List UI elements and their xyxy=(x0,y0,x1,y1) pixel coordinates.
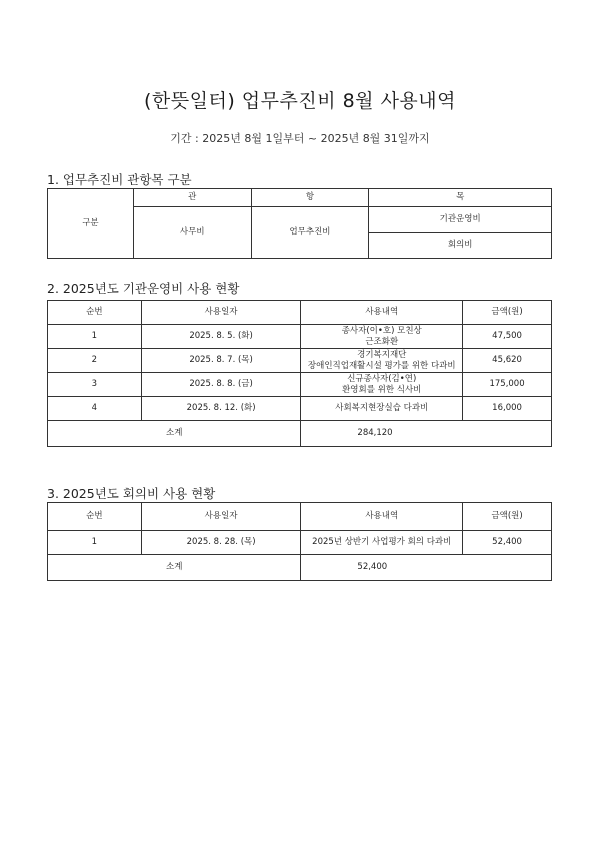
document-period: 기간 : 2025년 8월 1일부터 ~ 2025년 8월 31일까지 xyxy=(170,132,430,145)
row-date: 2025. 8. 8. (금) xyxy=(141,373,301,397)
table-header-row xyxy=(48,503,552,531)
row-desc-line2: 장애인직업재활시설 평가를 위한 다과비 xyxy=(307,360,456,371)
col-no: 순번 xyxy=(48,503,142,531)
meeting-expense-table xyxy=(47,502,552,581)
subtotal-label: 소계 xyxy=(48,555,301,581)
table-row xyxy=(48,325,552,349)
header-gwan: 관 xyxy=(133,189,251,207)
gwan-value: 사무비 xyxy=(133,207,251,259)
row-desc: 2025년 상반기 사업평가 회의 다과비 xyxy=(301,531,463,555)
subtotal-row xyxy=(48,421,552,447)
operating-expense-table xyxy=(47,300,552,447)
table-row xyxy=(48,397,552,421)
row-date: 2025. 8. 5. (화) xyxy=(141,325,301,349)
section2-heading: 2. 2025년도 기관운영비 사용 현황 xyxy=(47,281,240,296)
row-date: 2025. 8. 28. (목) xyxy=(141,531,301,555)
subtotal-label: 소계 xyxy=(48,421,301,447)
row-desc: 사회복지현장실습 다과비 xyxy=(301,397,463,421)
budget-category-table xyxy=(47,188,552,259)
table-row xyxy=(48,349,552,373)
col-date: 사용일자 xyxy=(141,301,301,325)
subtotal-value: 52,400 xyxy=(301,555,552,581)
row-no: 4 xyxy=(48,397,142,421)
section1-heading: 1. 업무추진비 관항목 구분 xyxy=(47,172,192,187)
col-amount: 금액(원) xyxy=(463,503,552,531)
col-date: 사용일자 xyxy=(141,503,301,531)
row-no: 2 xyxy=(48,349,142,373)
col-amount: 금액(원) xyxy=(463,301,552,325)
hang-value: 업무추진비 xyxy=(251,207,369,259)
table-row xyxy=(48,531,552,555)
col-desc: 사용내역 xyxy=(301,503,463,531)
col-no: 순번 xyxy=(48,301,142,325)
row-desc xyxy=(301,349,463,373)
row-no: 1 xyxy=(48,531,142,555)
row-no: 3 xyxy=(48,373,142,397)
row-date: 2025. 8. 7. (목) xyxy=(141,349,301,373)
row-amount: 16,000 xyxy=(463,397,552,421)
category-row-label: 구분 xyxy=(48,189,134,259)
row-desc-line1: 신규종사자(김•연) xyxy=(347,373,417,384)
subtotal-value: 284,120 xyxy=(301,421,552,447)
subtotal-row xyxy=(48,555,552,581)
header-mok: 목 xyxy=(369,189,552,207)
row-amount: 47,500 xyxy=(463,325,552,349)
header-hang: 항 xyxy=(251,189,369,207)
row-amount: 52,400 xyxy=(463,531,552,555)
row-desc-line1: 경기복지재단 xyxy=(357,349,407,360)
table-header-row xyxy=(48,301,552,325)
row-desc-line2: 근조화환 xyxy=(365,336,399,347)
row-desc xyxy=(301,373,463,397)
col-desc: 사용내역 xyxy=(301,301,463,325)
row-amount: 175,000 xyxy=(463,373,552,397)
row-desc-line1: 종사자(이•호) 모친상 xyxy=(341,325,422,336)
table-row xyxy=(48,373,552,397)
row-desc xyxy=(301,325,463,349)
row-desc-line2: 환영회를 위한 식사비 xyxy=(342,384,422,395)
section3-heading: 3. 2025년도 회의비 사용 현황 xyxy=(47,486,216,501)
mok-value: 회의비 xyxy=(369,233,552,259)
row-amount: 45,620 xyxy=(463,349,552,373)
row-no: 1 xyxy=(48,325,142,349)
document-title: (한뜻일터) 업무추진비 8월 사용내역 xyxy=(144,90,456,112)
mok-value: 기관운영비 xyxy=(369,207,552,233)
row-date: 2025. 8. 12. (화) xyxy=(141,397,301,421)
